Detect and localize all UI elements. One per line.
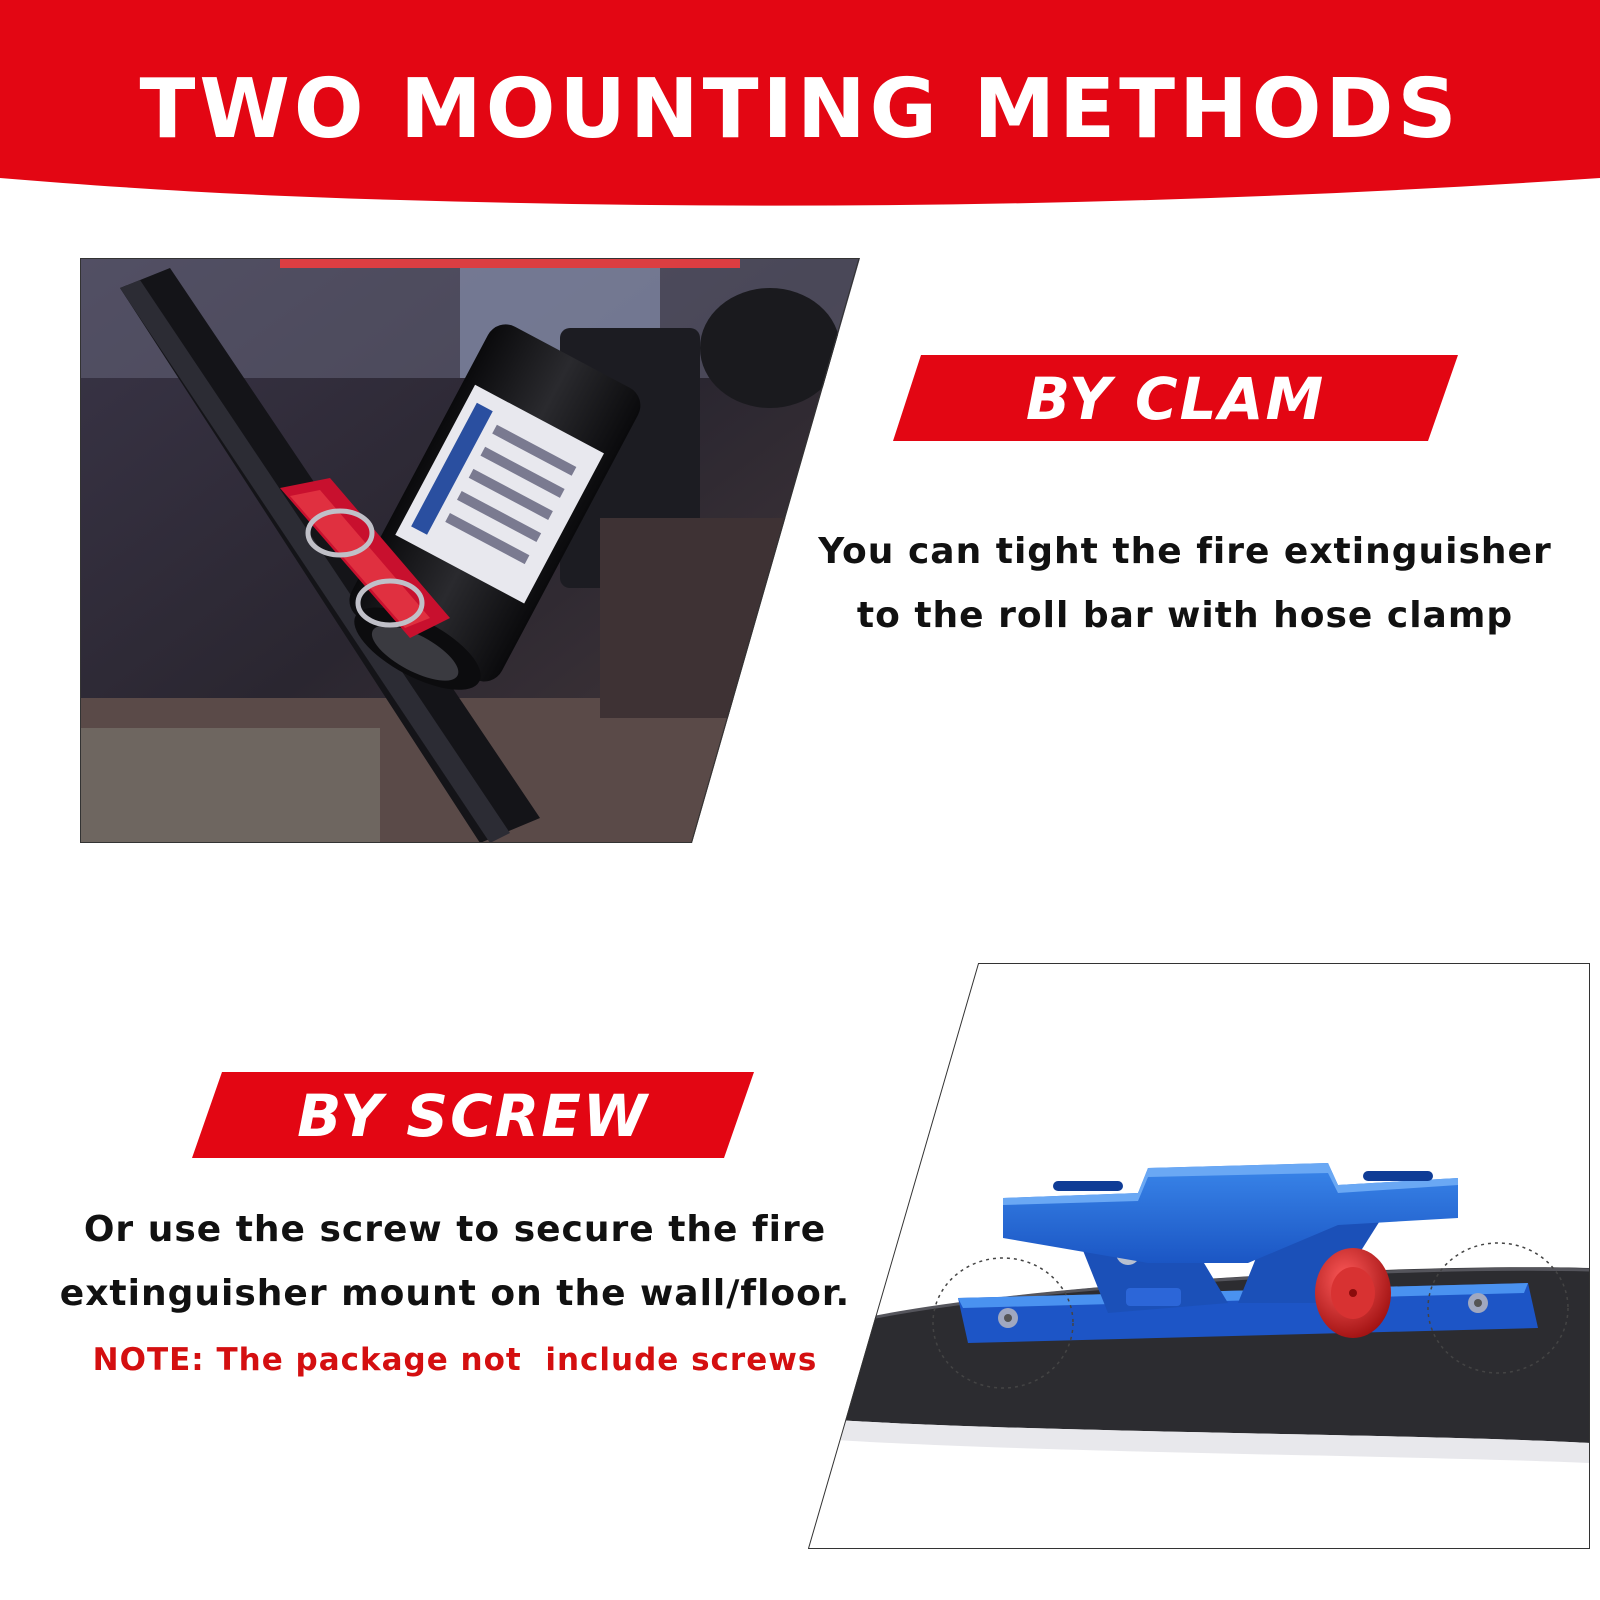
- screw-mount-photo: [808, 963, 1590, 1549]
- screw-method-description: [40, 1198, 870, 1326]
- header-banner: [0, 0, 1600, 215]
- screw-method-label: BY SCREW: [297, 1082, 649, 1150]
- clamp-method-label: BY CLAM: [1025, 365, 1326, 433]
- package-note: NOTE: The package not include screws: [92, 1342, 818, 1378]
- screw-method-tag: [192, 1072, 754, 1158]
- clamp-description-line-2: to the roll bar with hose clamp: [856, 595, 1514, 636]
- clamp-method-description: [800, 520, 1570, 648]
- screw-description-line-1: Or use the screw to secure the fire: [83, 1209, 827, 1250]
- page-title: TWO MOUNTING METHODS: [139, 62, 1461, 157]
- clamp-method-tag: [893, 355, 1458, 441]
- clamp-mount-photo: [80, 258, 860, 843]
- clamp-description-line-1: You can tight the fire extinguisher: [818, 531, 1552, 572]
- screw-description-line-2: extinguisher mount on the wall/floor.: [59, 1273, 851, 1314]
